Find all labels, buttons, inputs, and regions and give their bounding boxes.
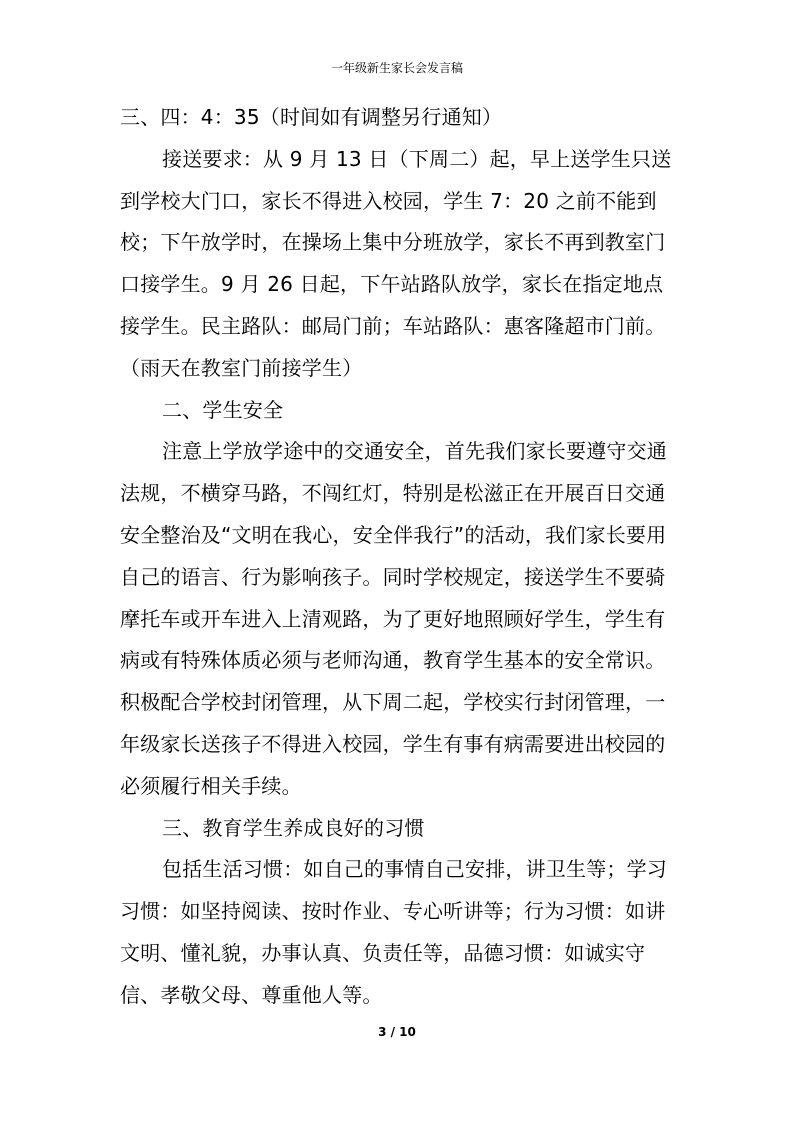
paragraph-habits: 包括生活习惯：如自己的事情自己安排，讲卫生等；学习习惯：如坚持阅读、按时作业、专心听讲等；行为习惯：如讲文明、懂礼貌，办事认真、负责任等，品德习惯：如诚实守信、孝敬父母、尊重他人等。 (120, 857, 667, 1007)
page-header: 一年级新生家长会发言稿 (330, 61, 463, 75)
heading-student-safety: 二、学生安全 (162, 397, 284, 422)
document-body (120, 97, 680, 1017)
paragraph-schedule: 三、四：4：35（时间如有调整另行通知） (120, 105, 503, 129)
page-number: 3 / 10 (378, 1025, 416, 1039)
paragraph-traffic-safety: 注意上学放学途中的交通安全，首先我们家长要遵守交通法规，不横穿马路，不闯红灯，特别是松滋正在开展百日交通安全整治及“文明在我心，安全伴我行”的活动，我们家长要用自己的语言、行为影响孩子。同时学校规定，接送学生不要骑摩托车或开车进入上清观路，为了更好地照顾好学生，学生有病或有特殊体质必须与老师沟通，教育学生基本的安全常识。积极配合学校封闭管理，从下周二起，学校实行封闭管理，一年级家长送孩子不得进入校园，学生有事有病需要进出校园的必须履行相关手续。 (120, 439, 667, 798)
heading-good-habits: 三、教育学生养成良好的习惯 (162, 815, 425, 840)
paragraph-pickup-requirements: 接送要求：从 9 月 13 日（下周二）起，早上送学生只送到学校大门口，家长不得进入校园，学生 7：20 之前不能到校；下午放学时，在操场上集中分班放学，家长不再到教室门口接学生。9 月 26 日起，下午站路队放学，家长在指定地点接学生。民主路队：邮局门前；车站路队：惠客隆超市门前。（雨天在教室门前接学生） (120, 146, 672, 380)
